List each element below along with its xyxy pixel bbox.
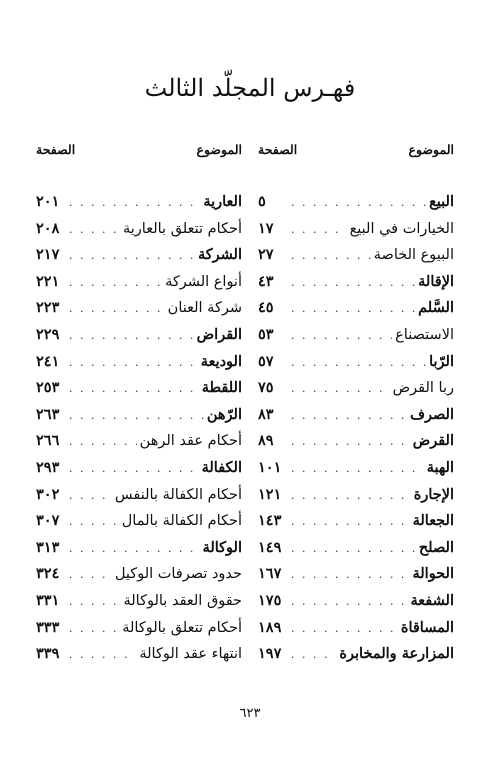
- dot-leader: [291, 356, 426, 369]
- dot-leader: [291, 568, 409, 581]
- toc-entry-topic: الاستصناع: [395, 326, 454, 343]
- toc-entry-page: ٢٤١: [36, 352, 60, 370]
- toc-entry-topic: أحكام الكفالة بالنفس: [114, 486, 242, 503]
- toc-entry-topic: السَّلم: [418, 299, 454, 317]
- toc-entry-page: ١٦٧: [258, 565, 282, 583]
- toc-entry-topic: المساقاة: [400, 618, 454, 636]
- toc-entry: [258, 406, 454, 433]
- toc-entry-topic: ربا القرض: [392, 380, 454, 397]
- toc-entry: [258, 193, 454, 220]
- toc-entry-topic: أنواع الشركة: [165, 273, 242, 290]
- toc-entry-topic: البيع: [429, 193, 454, 210]
- toc-entry: [258, 379, 454, 406]
- toc-entry-page: ١٠١: [258, 458, 282, 476]
- toc-entry-page: ٥٧: [258, 352, 274, 370]
- toc-entry-topic: القراض: [196, 325, 242, 343]
- toc-entry-page: ٧٥: [258, 379, 274, 397]
- dot-leader: [69, 356, 198, 369]
- dot-leader: [291, 196, 426, 209]
- toc-entry: [36, 486, 242, 513]
- toc-entry: [36, 565, 242, 592]
- toc-entry-topic: الرّبا: [429, 352, 454, 370]
- toc-entry: [258, 326, 454, 353]
- toc-entry-topic: الرّهن: [206, 405, 242, 423]
- toc-entry-page: ٢٩٣: [36, 458, 60, 476]
- dot-leader: [69, 435, 137, 448]
- dot-leader: [291, 462, 424, 475]
- dot-leader: [291, 542, 416, 555]
- toc-entry-page: ٢٠٨: [36, 219, 60, 237]
- toc-entry: [258, 299, 454, 326]
- toc-entry-page: ٢٦٦: [36, 432, 60, 450]
- toc-entry-topic: حدود تصرفات الوكيل: [114, 566, 242, 583]
- toc-entry-page: ٢٢١: [36, 272, 60, 290]
- toc-entry: [258, 459, 454, 486]
- dot-leader: [291, 249, 371, 262]
- toc-entry: [258, 486, 454, 513]
- dot-leader: [69, 302, 165, 315]
- toc-entry-topic: الشفعة: [410, 591, 454, 609]
- toc-entry-page: ٢٢٣: [36, 299, 60, 317]
- toc-entry-topic: الجعالة: [412, 512, 454, 530]
- toc-entry: [36, 592, 242, 619]
- toc-entry-topic: الخيارات في البيع: [349, 220, 454, 237]
- toc-entry-page: ٨٣: [258, 405, 274, 423]
- toc-entry-page: ١٤٣: [258, 512, 282, 530]
- toc-entry-page: ٢٢٩: [36, 325, 60, 343]
- toc-entry-page: ٨٩: [258, 432, 274, 450]
- dot-leader: [291, 595, 408, 608]
- dot-leader: [69, 382, 199, 395]
- toc-entry-page: ٤٣: [258, 272, 274, 290]
- dot-leader: [291, 382, 390, 395]
- toc-entry: [36, 645, 242, 672]
- toc-entry: [258, 220, 454, 247]
- toc-entry-topic: الصرف: [409, 405, 454, 423]
- toc-entry-topic: الإجارة: [413, 485, 454, 503]
- toc-entry-topic: أحكام تتعلق بالعارية: [122, 220, 242, 237]
- dot-leader: [69, 249, 195, 262]
- toc-entry-topic: أحكام عقد الرهن: [139, 433, 242, 450]
- toc-entry-topic: الحوالة: [412, 565, 454, 583]
- toc-entry-page: ٣٣١: [36, 591, 60, 609]
- dot-leader: [69, 489, 112, 502]
- toc-entry-topic: البيوع الخاصة: [373, 247, 454, 264]
- page-title: فهـرس المجلّد الثالث: [144, 74, 356, 102]
- toc-entry-topic: اللقطة: [201, 379, 242, 397]
- dot-leader: [291, 648, 336, 661]
- toc-entry-topic: الإقالة: [418, 272, 454, 290]
- toc-entry-page: ٥٣: [258, 325, 274, 343]
- dot-leader: [69, 622, 119, 635]
- toc-entry: [258, 432, 454, 459]
- toc-entry-page: ١٧: [258, 219, 274, 237]
- toc-entry: [36, 220, 242, 247]
- toc-entry-topic: الوكالة: [202, 538, 242, 556]
- dot-leader: [291, 276, 415, 289]
- dot-leader: [69, 568, 112, 581]
- toc-entry-topic: الشركة: [197, 246, 242, 264]
- toc-entry: [36, 459, 242, 486]
- toc-list-left: [36, 193, 242, 672]
- toc-entry-topic: شركة العنان: [167, 300, 242, 317]
- toc-entry: [36, 539, 242, 566]
- toc-entry: [36, 406, 242, 433]
- toc-entry: [36, 619, 242, 646]
- toc-entry-page: ٢٥٣: [36, 379, 60, 397]
- toc-entry: [36, 326, 242, 353]
- dot-leader: [291, 515, 410, 528]
- toc-column-right: [258, 142, 454, 672]
- dot-leader: [291, 223, 347, 236]
- toc-entry-topic: الكفالة: [201, 458, 242, 476]
- dot-leader: [291, 489, 411, 502]
- toc-entry-page: ٢٦٣: [36, 405, 60, 423]
- dot-leader: [69, 196, 200, 209]
- toc-entry-page: ٢١٧: [36, 246, 60, 264]
- dot-leader: [69, 648, 136, 661]
- toc-entry: [258, 273, 454, 300]
- dot-leader: [291, 622, 398, 635]
- dot-leader: [291, 302, 415, 315]
- dot-leader: [291, 409, 407, 422]
- toc-entry-topic: الصلح: [418, 538, 454, 556]
- column-header: [258, 142, 454, 164]
- toc-entry: [36, 299, 242, 326]
- toc-entry-page: ٣١٣: [36, 538, 60, 556]
- toc-entry: [258, 645, 454, 672]
- toc-entry: [36, 512, 242, 539]
- topic-header: الموضوع: [408, 142, 454, 157]
- dot-leader: [69, 462, 199, 475]
- toc-entry: [258, 539, 454, 566]
- page-header: الصفحة: [258, 142, 298, 157]
- toc-column-left: [36, 142, 242, 672]
- toc-entry: [258, 565, 454, 592]
- toc-entry: [36, 193, 242, 220]
- toc-entry-topic: العارية: [203, 193, 242, 210]
- toc-entry: [36, 246, 242, 273]
- topic-header: الموضوع: [196, 142, 242, 157]
- toc-entry-topic: الوديعة: [200, 352, 242, 370]
- toc-entry-page: ١٨٩: [258, 618, 282, 636]
- toc-entry: [36, 432, 242, 459]
- dot-leader: [69, 542, 200, 555]
- toc-entry-page: ٢٧: [258, 246, 274, 264]
- toc-entry-topic: أحكام تتعلق بالوكالة: [122, 619, 242, 636]
- toc-entry-topic: القرض: [412, 432, 454, 450]
- column-header: [36, 142, 242, 164]
- toc-entry-page: ٣٣٩: [36, 645, 60, 663]
- toc-entry: [258, 246, 454, 273]
- toc-entry: [36, 379, 242, 406]
- dot-leader: [69, 515, 119, 528]
- toc-entry-page: ٣٠٧: [36, 512, 60, 530]
- toc-entry-page: ١٤٩: [258, 538, 282, 556]
- toc-entry-topic: الهبة: [426, 458, 454, 476]
- toc-entry-topic: أحكام الكفالة بالمال: [121, 513, 242, 530]
- toc-entry: [36, 273, 242, 300]
- toc-entry-page: ٣٠٢: [36, 485, 60, 503]
- toc-entry-topic: انتهاء عقد الوكالة: [139, 646, 242, 663]
- dot-leader: [69, 329, 194, 342]
- toc-entry-topic: المزارعة والمخابرة: [339, 645, 454, 663]
- toc-entry: [258, 353, 454, 380]
- toc-entry-page: ١٩٧: [258, 645, 282, 663]
- dot-leader: [69, 276, 162, 289]
- toc-entry: [258, 592, 454, 619]
- toc-entry-topic: حقوق العقد بالوكالة: [123, 592, 242, 609]
- page-header: الصفحة: [36, 142, 76, 157]
- toc-list-right: [258, 193, 454, 672]
- toc-entry: [258, 619, 454, 646]
- dot-leader: [69, 409, 204, 422]
- toc-entry-page: ٣٣٣: [36, 618, 60, 636]
- toc-entry-page: ٥: [258, 193, 266, 210]
- dot-leader: [69, 595, 120, 608]
- toc-entry-page: ٣٢٤: [36, 565, 60, 583]
- toc-entry-page: ٢٠١: [36, 193, 60, 210]
- toc-entry-page: ٤٥: [258, 299, 274, 317]
- dot-leader: [69, 223, 120, 236]
- toc-entry-page: ١٧٥: [258, 591, 282, 609]
- toc-entry: [36, 353, 242, 380]
- toc-entry-page: ١٢١: [258, 485, 282, 503]
- dot-leader: [291, 329, 392, 342]
- dot-leader: [291, 435, 410, 448]
- page-number: ٦٢٣: [239, 706, 261, 721]
- toc-entry: [258, 512, 454, 539]
